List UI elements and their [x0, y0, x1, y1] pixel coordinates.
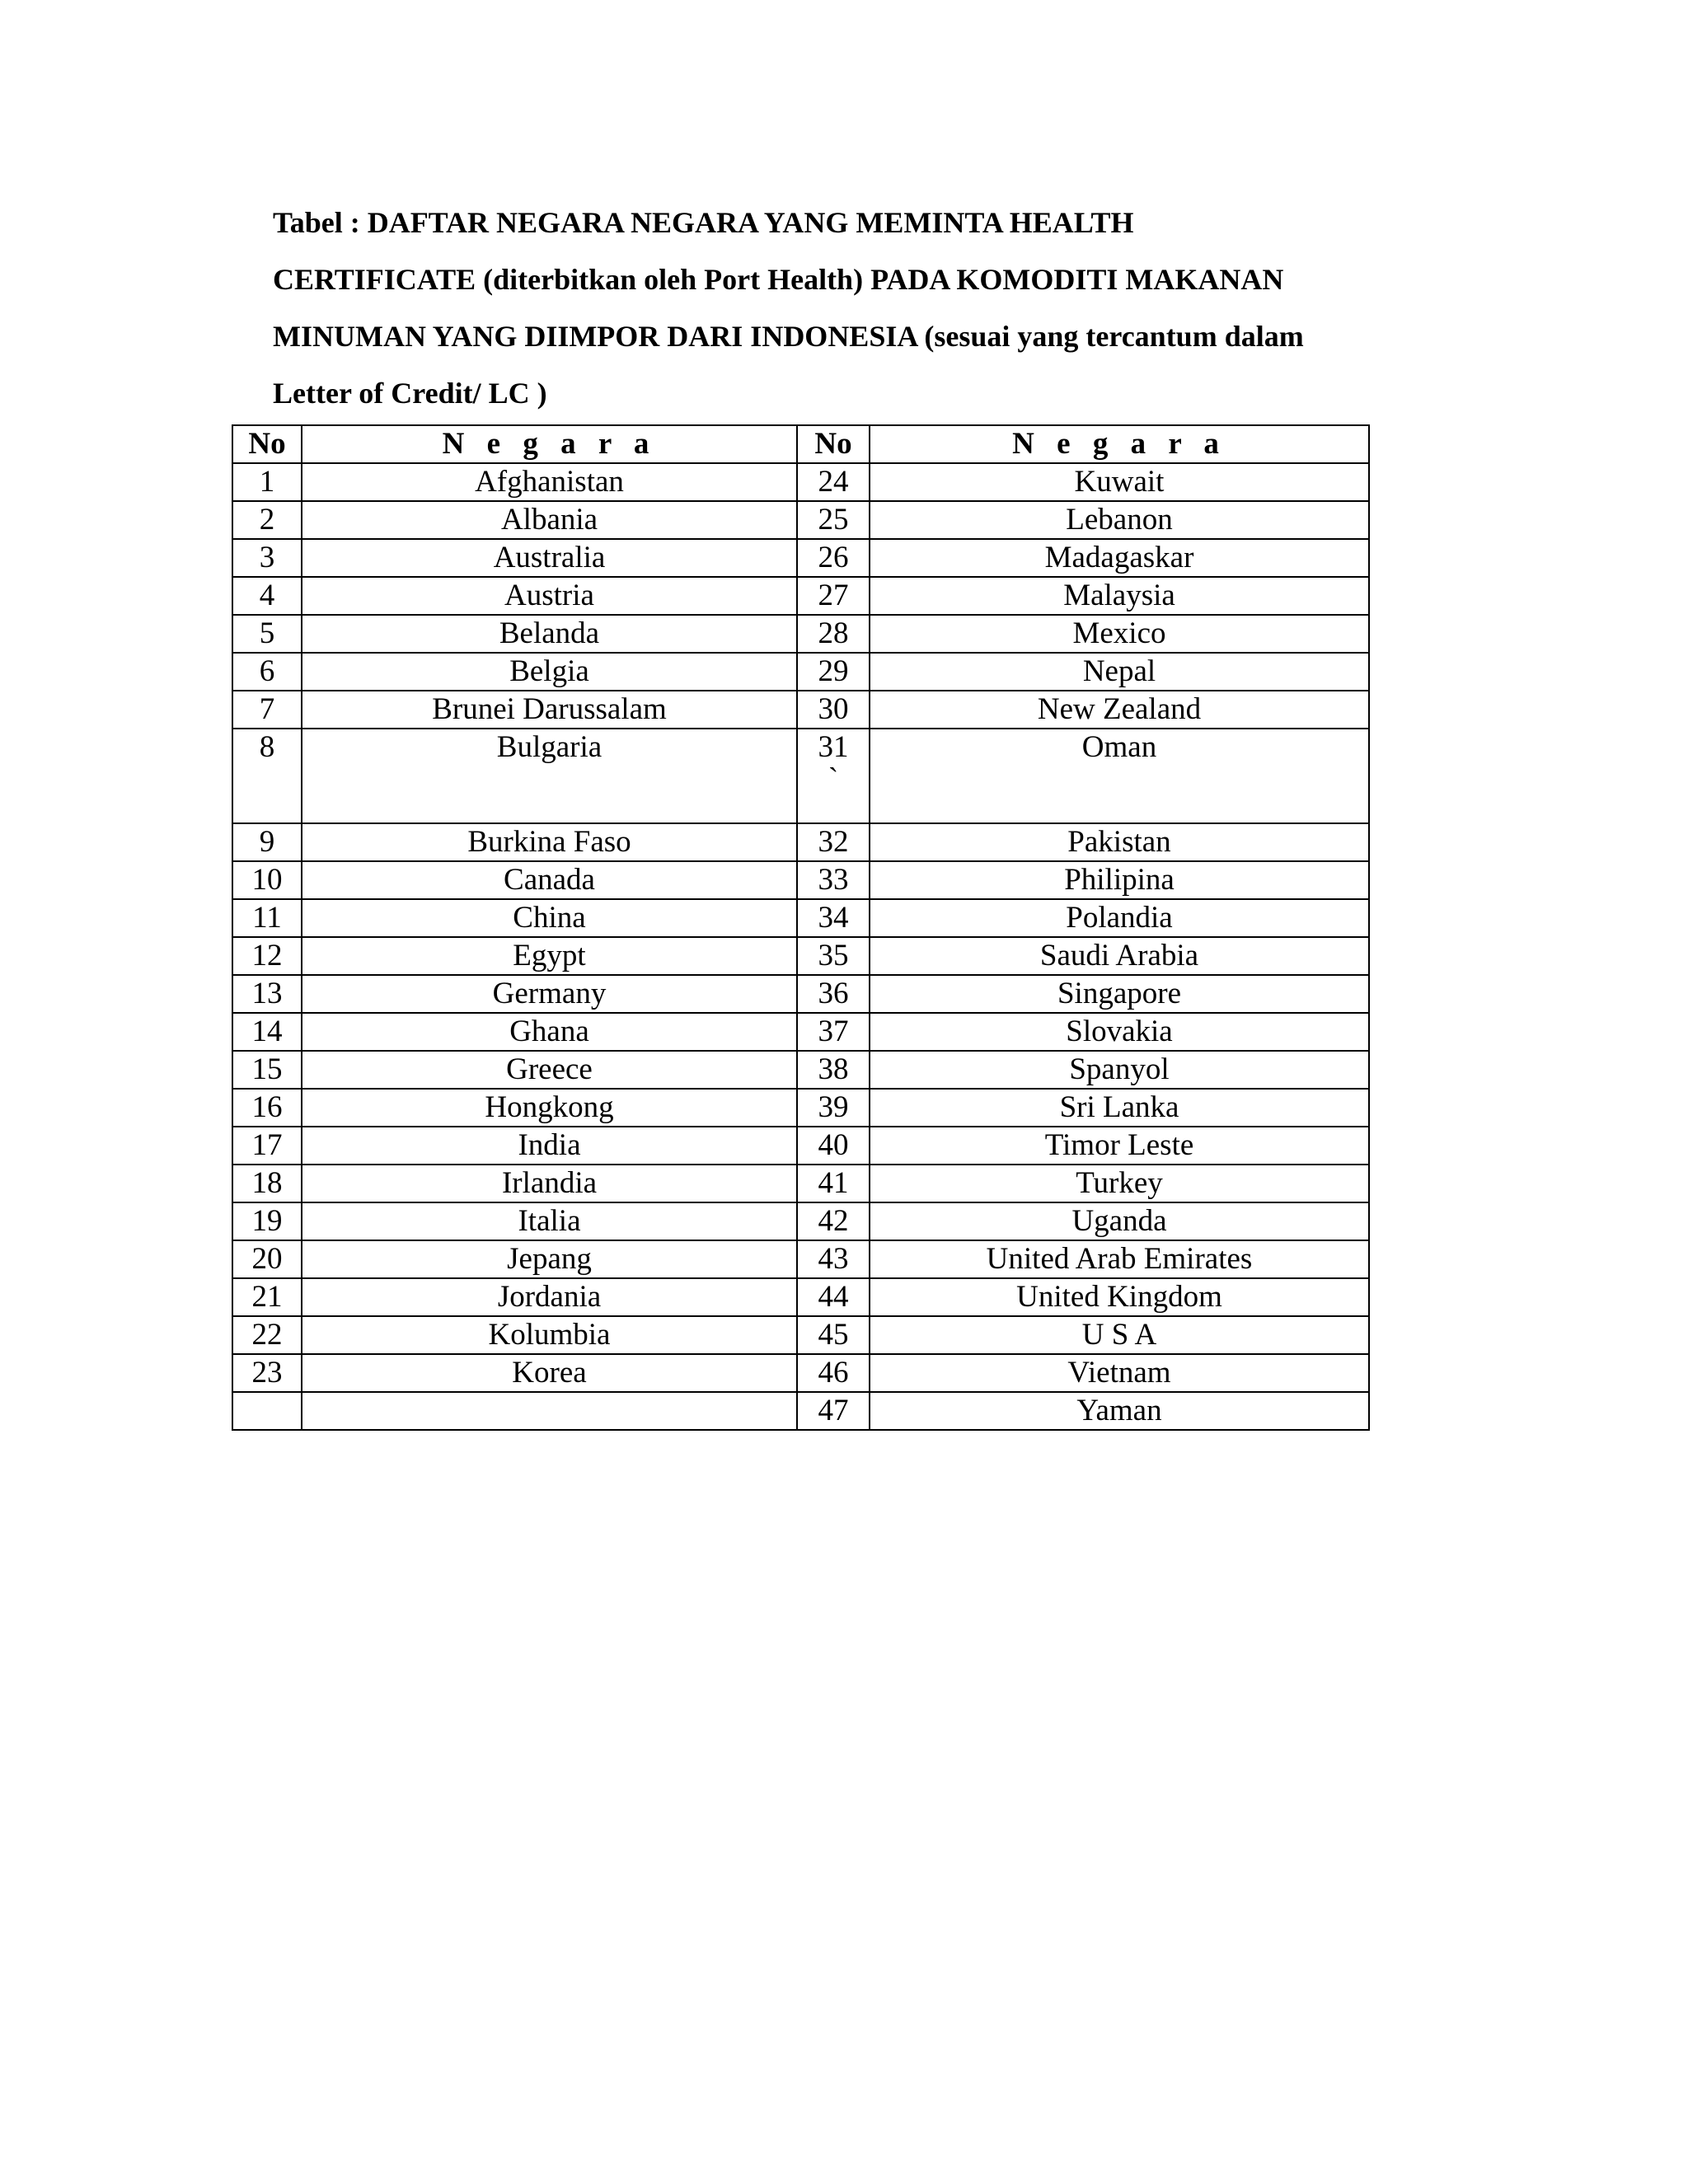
country-name-text: Sri Lanka [1059, 1090, 1179, 1124]
table-row [232, 1127, 1369, 1165]
row-number-text: 26 [818, 541, 849, 574]
table-row [232, 975, 1369, 1013]
row-number [797, 1354, 870, 1392]
row-number [232, 463, 302, 501]
country-name-text: China [513, 901, 586, 935]
row-number [232, 1240, 302, 1278]
row-number-text: 35 [818, 939, 849, 972]
row-number-text: 23 [251, 1356, 283, 1390]
row-number [232, 501, 302, 539]
country-name [870, 823, 1369, 861]
country-name-text: Albania [500, 503, 598, 537]
row-number [232, 615, 302, 653]
header-no: No [797, 425, 870, 463]
row-number-text: 10 [251, 863, 283, 897]
country-name [302, 691, 797, 729]
row-number-text: 46 [818, 1356, 849, 1390]
table-row [232, 823, 1369, 861]
row-number [232, 861, 302, 899]
header-no: No [232, 425, 302, 463]
country-name [870, 1354, 1369, 1392]
row-number [797, 1013, 870, 1051]
row-number-text: 7 [259, 692, 275, 726]
country-name-text: Jordania [497, 1280, 602, 1314]
country-name-text: Ghana [509, 1015, 589, 1048]
row-number [232, 1202, 302, 1240]
country-name-text: Italia [518, 1204, 581, 1238]
header-negara: N e g a r a [870, 425, 1369, 463]
country-name-text: Afghanistan [475, 465, 624, 499]
country-name [302, 1165, 797, 1202]
row-number-text: 25 [818, 503, 849, 537]
country-name-text: Greece [506, 1052, 593, 1086]
row-number [232, 1392, 302, 1430]
country-name-text: Nepal [1082, 654, 1156, 688]
country-name [302, 653, 797, 691]
table-row [232, 1240, 1369, 1278]
table-row [232, 861, 1369, 899]
country-name-text: Kuwait [1074, 465, 1165, 499]
country-name-text: Yaman [1076, 1394, 1162, 1427]
country-name-text: Hongkong [485, 1090, 614, 1124]
country-name [870, 937, 1369, 975]
country-name [302, 577, 797, 615]
country-name [870, 1165, 1369, 1202]
document-title [273, 194, 1451, 422]
table-row [232, 1051, 1369, 1089]
row-number [232, 1316, 302, 1354]
country-name-text: United Arab Emirates [986, 1242, 1253, 1276]
country-name [870, 653, 1369, 691]
country-name [870, 615, 1369, 653]
country-name-text: Philipina [1064, 863, 1175, 897]
row-number [797, 1165, 870, 1202]
row-number-text: 24 [818, 465, 849, 499]
country-name-text: Lebanon [1066, 503, 1173, 537]
row-number [797, 1051, 870, 1089]
country-name-text: Mexico [1072, 616, 1166, 650]
row-number [232, 1354, 302, 1392]
country-name-text: New Zealand [1037, 692, 1202, 726]
country-name [870, 1392, 1369, 1430]
row-number-text: 4 [259, 579, 275, 612]
country-name-text: Burkina Faso [467, 825, 631, 859]
row-number-text: 34 [818, 901, 849, 935]
country-name-text: Oman [1081, 730, 1157, 764]
row-number [797, 1202, 870, 1240]
row-number [232, 577, 302, 615]
country-name-text: Madagaskar [1044, 541, 1194, 574]
country-name-text: Uganda [1071, 1204, 1167, 1238]
table-row [232, 1316, 1369, 1354]
table-row [232, 577, 1369, 615]
row-number [232, 1278, 302, 1316]
country-name-text: Irlandia [501, 1166, 598, 1200]
table-row [232, 653, 1369, 691]
table-row [232, 1202, 1369, 1240]
country-name [302, 1354, 797, 1392]
row-number-text: 21 [251, 1280, 283, 1314]
country-name [302, 899, 797, 937]
row-number-text: 27 [818, 579, 849, 612]
country-name [302, 1316, 797, 1354]
country-name [302, 1051, 797, 1089]
row-number-text: 8 [259, 730, 275, 764]
row-number [232, 691, 302, 729]
country-name [870, 975, 1369, 1013]
country-name [302, 1089, 797, 1127]
row-number [797, 729, 870, 823]
row-number [232, 729, 302, 823]
country-name-text: Slovakia [1066, 1015, 1173, 1048]
country-name-text: Turkey [1076, 1166, 1163, 1200]
country-name [302, 975, 797, 1013]
country-name [302, 1392, 797, 1430]
stray-mark: ` [828, 762, 839, 796]
country-name [870, 1240, 1369, 1278]
title-line: MINUMAN YANG DIIMPOR DARI INDONESIA (sesuai yang tercantum dalam [273, 320, 1304, 353]
table-row [232, 1165, 1369, 1202]
table-row [232, 899, 1369, 937]
row-number-text: 17 [251, 1128, 283, 1162]
table-row [232, 501, 1369, 539]
country-name-text: Polandia [1066, 901, 1173, 935]
row-number [797, 577, 870, 615]
row-number-text: 18 [251, 1166, 283, 1200]
country-table [232, 424, 1370, 1431]
country-name [870, 1202, 1369, 1240]
row-number [797, 463, 870, 501]
country-name [870, 463, 1369, 501]
row-number [797, 615, 870, 653]
row-number-text: 39 [818, 1090, 849, 1124]
country-name [302, 937, 797, 975]
country-name-text: Malaysia [1063, 579, 1175, 612]
row-number-text: 20 [251, 1242, 283, 1276]
country-name-text: Australia [493, 541, 606, 574]
row-number-text: 38 [818, 1052, 849, 1086]
country-name [302, 1240, 797, 1278]
country-name [870, 729, 1369, 823]
title-line: Letter of Credit/ LC ) [273, 377, 547, 410]
row-number [797, 539, 870, 577]
country-name-text: Belanda [499, 616, 600, 650]
row-number [797, 653, 870, 691]
row-number-text: 32 [818, 825, 849, 859]
row-number-text: 45 [818, 1318, 849, 1352]
title-line: Tabel : DAFTAR NEGARA NEGARA YANG MEMINTA HEALTH [273, 206, 1134, 239]
country-name-text: Pakistan [1067, 825, 1171, 859]
country-name [870, 501, 1369, 539]
row-number-text: 47 [818, 1394, 849, 1427]
country-name-text: Vietnam [1067, 1356, 1171, 1390]
row-number [232, 975, 302, 1013]
country-name [302, 463, 797, 501]
row-number [797, 899, 870, 937]
row-number [232, 1127, 302, 1165]
row-number [232, 1089, 302, 1127]
row-number-text: 1 [259, 465, 275, 499]
row-number [232, 899, 302, 937]
row-number-text: 37 [818, 1015, 849, 1048]
row-number [232, 653, 302, 691]
country-name [870, 1127, 1369, 1165]
row-number-text: 28 [818, 616, 849, 650]
row-number [232, 1165, 302, 1202]
row-number-text: 31 [818, 730, 849, 764]
row-number [797, 1316, 870, 1354]
country-name [302, 861, 797, 899]
country-name [870, 899, 1369, 937]
table-row [232, 729, 1369, 823]
row-number-text: 41 [818, 1166, 849, 1200]
row-number-text: 12 [251, 939, 283, 972]
country-name-text: Timor Leste [1044, 1128, 1194, 1162]
country-name [302, 823, 797, 861]
row-number-text: 3 [259, 541, 275, 574]
row-number [797, 1089, 870, 1127]
country-name-text: Singapore [1057, 977, 1182, 1010]
row-number-text: 40 [818, 1128, 849, 1162]
row-number [797, 501, 870, 539]
country-name [302, 729, 797, 823]
table-row [232, 937, 1369, 975]
row-number [797, 823, 870, 861]
country-name [302, 1202, 797, 1240]
row-number-text: 42 [818, 1204, 849, 1238]
row-number-text: 29 [818, 654, 849, 688]
country-name-text: Bulgaria [496, 730, 603, 764]
row-number-text: 13 [251, 977, 283, 1010]
row-number [232, 823, 302, 861]
table-row [232, 1392, 1369, 1430]
country-name [870, 1051, 1369, 1089]
row-number [797, 1127, 870, 1165]
table-row [232, 1013, 1369, 1051]
table-row [232, 1089, 1369, 1127]
table-header-row [232, 425, 1369, 463]
country-name [870, 1278, 1369, 1316]
country-name-text: Brunei Darussalam [432, 692, 667, 726]
row-number [232, 1051, 302, 1089]
country-name-text: Korea [512, 1356, 587, 1390]
country-name [302, 501, 797, 539]
country-name-text: Jepang [507, 1242, 592, 1276]
country-name-text: United Kingdom [1016, 1280, 1222, 1314]
row-number [797, 975, 870, 1013]
country-name-text: Saudi Arabia [1039, 939, 1199, 972]
table-row [232, 463, 1369, 501]
table-row [232, 615, 1369, 653]
row-number-text: 22 [251, 1318, 283, 1352]
country-name-text: Germany [492, 977, 607, 1010]
row-number [797, 861, 870, 899]
country-name [302, 1013, 797, 1051]
row-number-text: 19 [251, 1204, 283, 1238]
row-number [797, 691, 870, 729]
table-body [232, 463, 1369, 1430]
table-row [232, 1278, 1369, 1316]
country-name [870, 539, 1369, 577]
table-row [232, 691, 1369, 729]
row-number-text: 11 [252, 901, 282, 935]
country-name-text: Austria [504, 579, 594, 612]
row-number-text: 44 [818, 1280, 849, 1314]
row-number [797, 1278, 870, 1316]
country-name [302, 1127, 797, 1165]
country-name [870, 1089, 1369, 1127]
country-name-text: Canada [504, 863, 595, 897]
country-name [870, 1013, 1369, 1051]
country-name [302, 539, 797, 577]
country-name [302, 615, 797, 653]
row-number-text: 30 [818, 692, 849, 726]
country-name [870, 861, 1369, 899]
row-number-text: 36 [818, 977, 849, 1010]
country-name-text: Belgia [509, 654, 589, 688]
row-number-text: 15 [251, 1052, 283, 1086]
country-name-text: Egypt [513, 939, 586, 972]
country-name [870, 1316, 1369, 1354]
country-name [302, 1278, 797, 1316]
row-number [232, 937, 302, 975]
country-name [870, 691, 1369, 729]
row-number [797, 937, 870, 975]
country-name-text: India [518, 1128, 581, 1162]
row-number-text: 14 [251, 1015, 283, 1048]
row-number [232, 539, 302, 577]
country-name-text: U S A [1081, 1318, 1157, 1352]
title-line: CERTIFICATE (diterbitkan oleh Port Health) PADA KOMODITI MAKANAN [273, 263, 1284, 296]
row-number-text: 2 [259, 503, 275, 537]
row-number-text: 9 [259, 825, 275, 859]
table-row [232, 539, 1369, 577]
header-negara: N e g a r a [302, 425, 797, 463]
country-name-text: Spanyol [1069, 1052, 1170, 1086]
row-number [232, 1013, 302, 1051]
table-row [232, 1354, 1369, 1392]
row-number-text: 6 [259, 654, 275, 688]
country-name-text: Kolumbia [488, 1318, 611, 1352]
country-name [870, 577, 1369, 615]
row-number-text: 5 [259, 616, 275, 650]
row-number [797, 1240, 870, 1278]
row-number-text: 43 [818, 1242, 849, 1276]
row-number [797, 1392, 870, 1430]
row-number-text: 33 [818, 863, 849, 897]
row-number-text: 16 [251, 1090, 283, 1124]
